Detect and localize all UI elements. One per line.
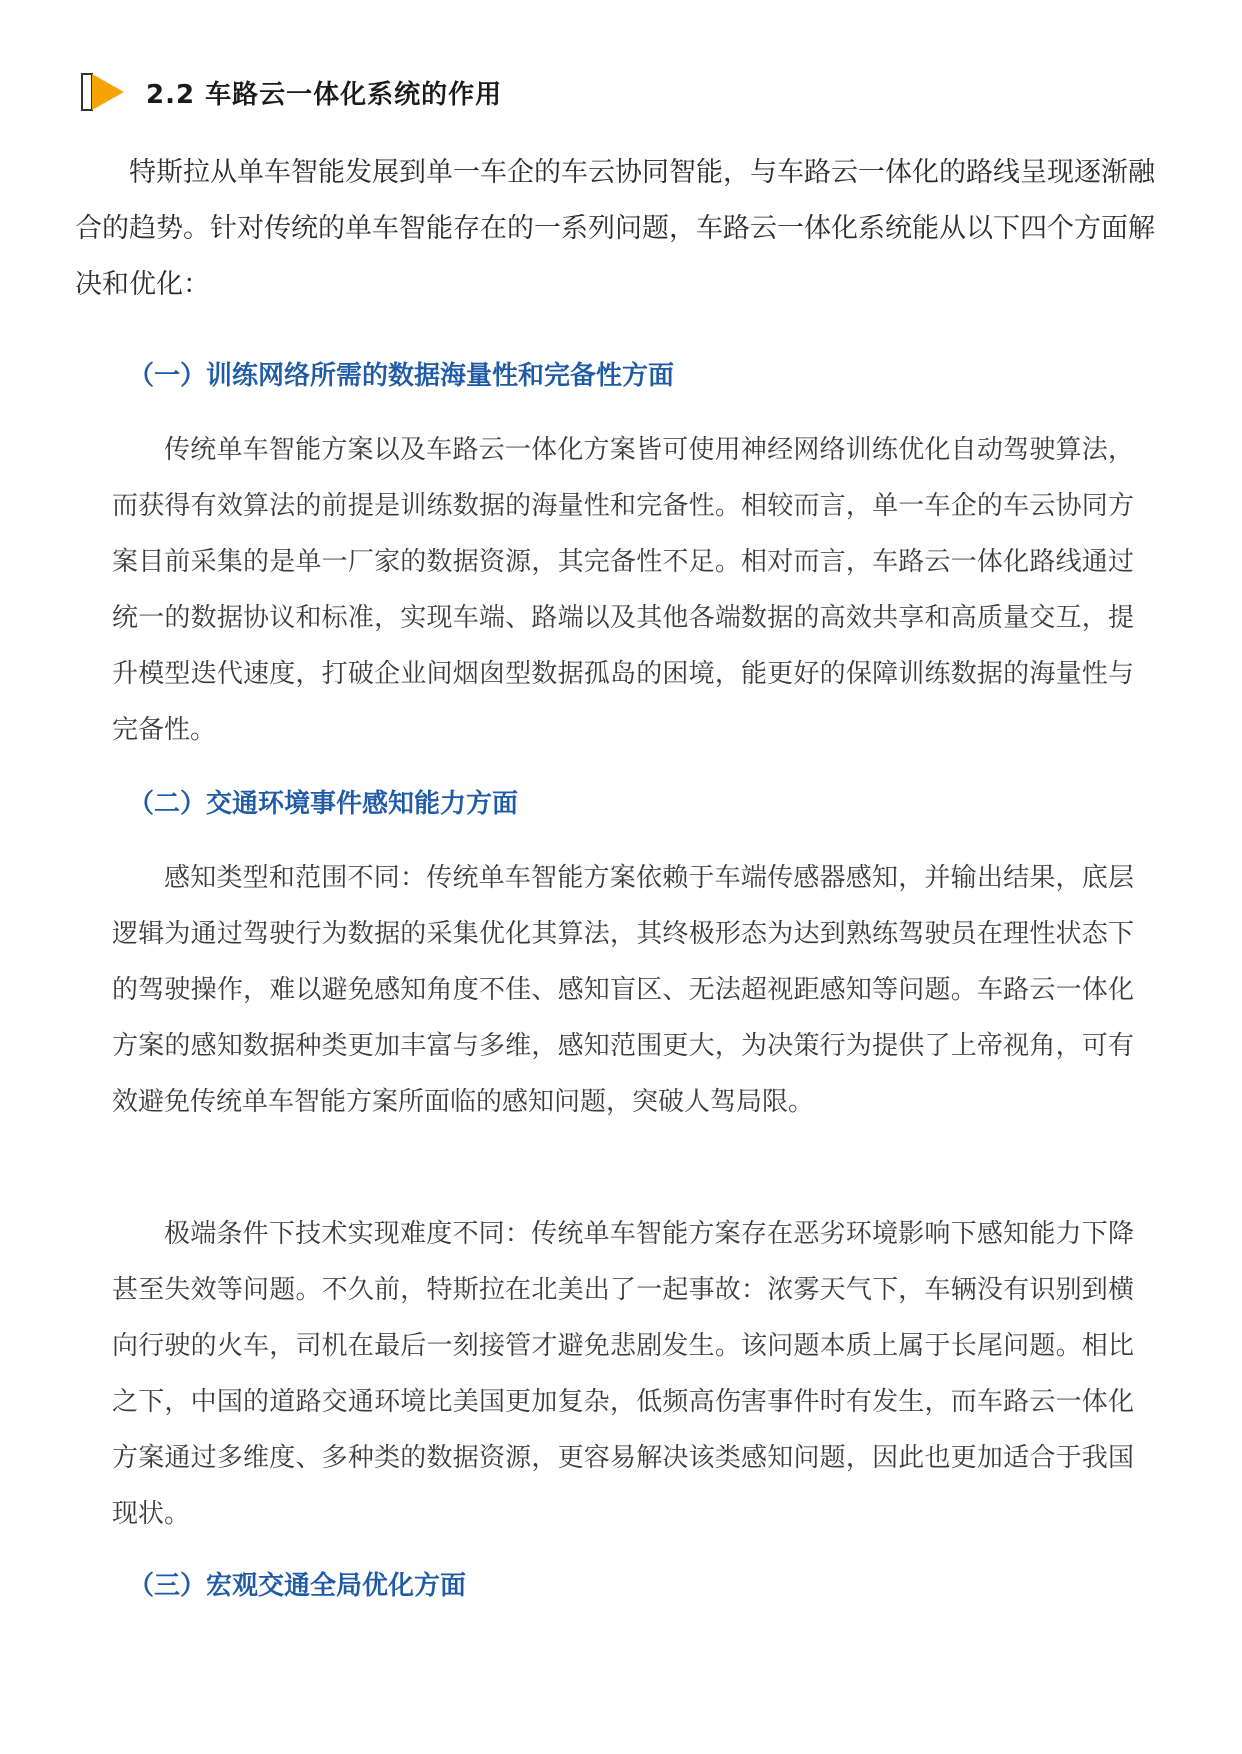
paragraph-2-2: 极端条件下技术实现难度不同：传统单车智能方案存在恶劣环境影响下感知能力下降甚至失效等问题。不久前，特斯拉在北美出了一起事故：浓雾天气下，车辆没有识别到横向行驶的火车，司机在最后一刻接管才避免悲剧发生。该问题本质上属于长尾问题。相比之下，中国的道路交通环境比美国更加复杂，低频高伤害事件时有发生，而车路云一体化方案通过多维度、多种类的数据资源，更容易解决该类感知问题，因此也更加适合于我国现状。 <box>112 1219 1134 1529</box>
subheading-3: （三）宏观交通全局优化方面 <box>128 1571 467 1601</box>
subheading-1: （一）训练网络所需的数据海量性和完备性方面 <box>128 361 675 391</box>
subheading-2: （二）交通环境事件感知能力方面 <box>128 789 519 819</box>
paragraph-2-1: 感知类型和范围不同：传统单车智能方案依赖于车端传感器感知，并输出结果，底层逻辑为通过驾驶行为数据的采集优化其算法，其终极形态为达到熟练驾驶员在理性状态下的驾驶操作，难以避免感知角度不佳、感知盲区、无法超视距感知等问题。车路云一体化方案的感知数据种类更加丰富与多维，感知范围更大，为决策行为提供了上帝视角，可有效避免传统单车智能方案所面临的感知问题，突破人驾局限。 <box>112 863 1134 1117</box>
section-title: 2.2 车路云一体化系统的作用 <box>146 79 503 110</box>
play-arrow-icon <box>80 72 128 112</box>
intro-paragraph: 特斯拉从单车智能发展到单一车企的车云协同智能，与车路云一体化的路线呈现逐渐融合的趋势。针对传统的单车智能存在的一系列问题，车路云一体化系统能从以下四个方面解决和优化： <box>75 157 1155 300</box>
section-heading <box>80 70 502 114</box>
paragraph-1-1: 传统单车智能方案以及车路云一体化方案皆可使用神经网络训练优化自动驾驶算法，而获得有效算法的前提是训练数据的海量性和完备性。相较而言，单一车企的车云协同方案目前采集的是单一厂家的数据资源，其完备性不足。相对而言，车路云一体化路线通过统一的数据协议和标准，实现车端、路端以及其他各端数据的高效共享和高质量交互，提升模型迭代速度，打破企业间烟囱型数据孤岛的困境，能更好的保障训练数据的海量性与完备性。 <box>112 435 1134 745</box>
